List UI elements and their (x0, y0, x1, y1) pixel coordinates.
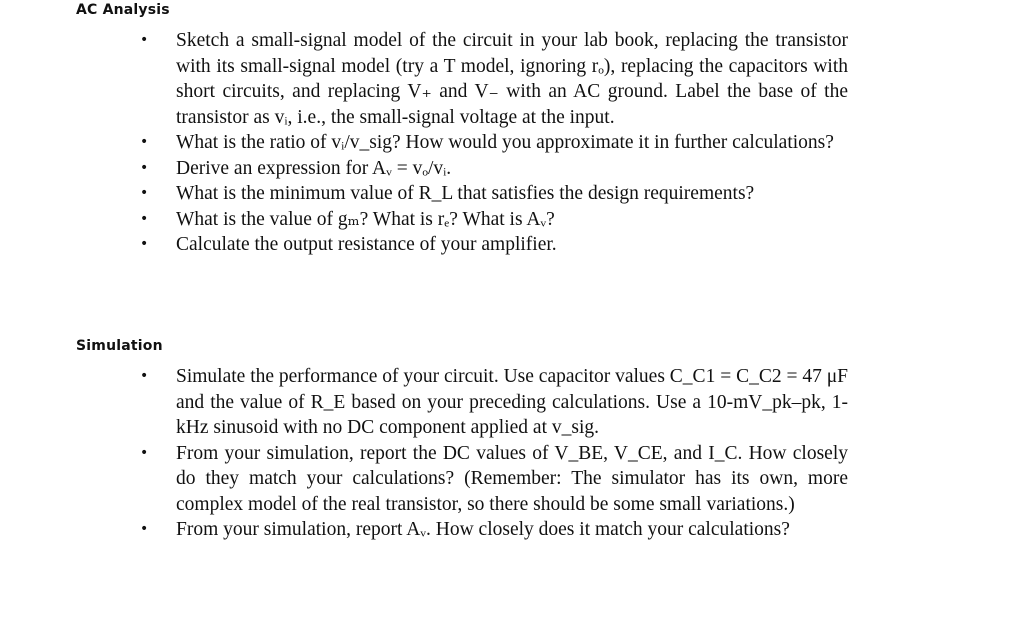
list-item-text: Derive an expression for Aᵥ = vₒ/vᵢ. (176, 157, 452, 179)
list-item (136, 156, 848, 182)
list-item (136, 181, 848, 207)
bullet-icon: • (140, 521, 149, 537)
bullet-icon: • (140, 368, 149, 384)
list-item-text: Simulate the performance of your circuit. Use capacitor values C_C1 = C_C2 = 47 μF and the value of R_E based on your preceding calculations. Use a 10-mV_pk–pk, 1-kHz sinusoid with no DC component applied at v_sig. (176, 366, 848, 438)
bullet-icon: • (140, 32, 149, 48)
list-item-text: Calculate the output resistance of your amplifier. (176, 234, 557, 255)
list-item (136, 232, 848, 258)
list-item-text: Sketch a small-signal model of the circuit in your lab book, replacing the transistor with its small-signal model (try a T model, ignoring rₒ), replacing the capacitors with short circuits, and replacing V₊ and V₋ with an AC ground. Label the base of the transistor as vᵢ, i.e., the small-signal voltage at the input. (176, 30, 848, 128)
bullet-icon: • (140, 185, 149, 201)
list-item (136, 441, 848, 518)
list-item-text: From your simulation, report Aᵥ. How closely does it match your calculations? (176, 519, 790, 540)
bullet-icon: • (140, 236, 149, 252)
list-item (136, 517, 848, 543)
bullet-icon: • (140, 134, 149, 150)
list-item (136, 28, 848, 130)
list-item-text: What is the ratio of vᵢ/v_sig? How would you approximate it in further calculations? (176, 132, 834, 153)
list-item (136, 364, 848, 441)
ac-analysis-heading: AC Analysis (76, 2, 170, 18)
bullet-icon: • (140, 210, 149, 227)
list-item-text: What is the value of gₘ? What is rₑ? What is Aᵥ? (176, 208, 555, 230)
simulation-list (136, 364, 848, 543)
list-item-text: What is the minimum value of R_L that satisfies the design requirements? (176, 183, 755, 204)
bullet-icon: • (140, 159, 149, 176)
simulation-heading: Simulation (76, 338, 163, 354)
list-item-text: From your simulation, report the DC values of V_BE, V_CE, and I_C. How closely do they match your calculations? (Remember: The simulator has its own, more complex model of the real transistor, so there should be some small variations.) (176, 442, 848, 515)
bullet-icon: • (140, 444, 149, 461)
list-item (136, 207, 848, 233)
list-item (136, 130, 848, 156)
ac-analysis-list (136, 28, 848, 258)
